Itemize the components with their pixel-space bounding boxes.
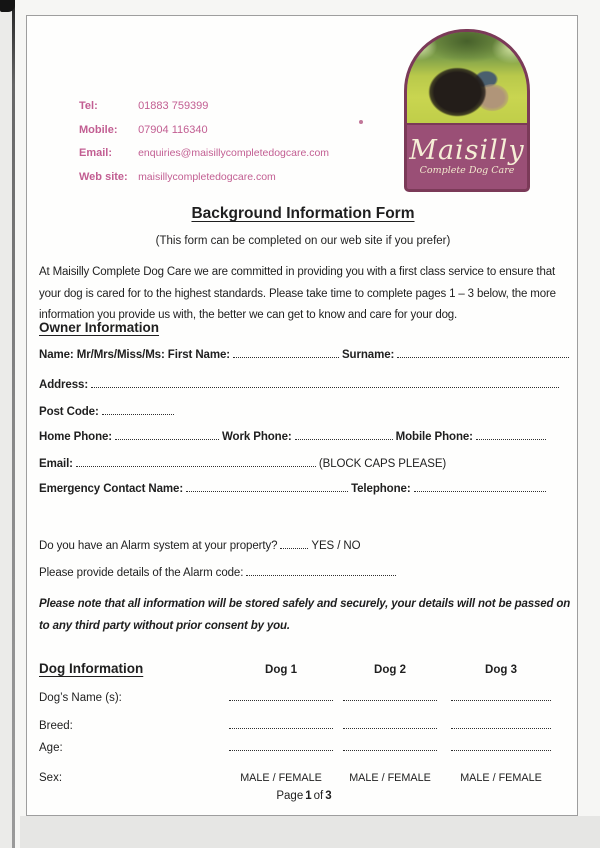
dog-breed-label: Breed: <box>39 720 73 732</box>
address-field <box>91 379 559 388</box>
dog2-breed-field <box>343 720 437 729</box>
alarm-question-row <box>39 540 573 552</box>
privacy-note: Please note that all information will be stored safely and securely, your details will not be passed on to any third party without prior consent by you. <box>39 598 571 632</box>
emergency-contact-label: Emergency Contact Name: <box>39 483 184 495</box>
footer-page-word: Page <box>276 790 304 802</box>
dog3-breed-field <box>451 720 551 729</box>
emergency-contact-field <box>186 483 348 492</box>
dog2-column-header: Dog 2 <box>374 664 406 676</box>
emergency-row <box>39 483 573 495</box>
surname-label: Surname: <box>341 349 395 361</box>
tel-value: 01883 759399 <box>138 100 209 112</box>
dog-sex-row <box>39 772 573 784</box>
dog1-breed-field <box>229 720 333 729</box>
contact-tel-row <box>79 95 329 119</box>
logo-banner <box>407 125 527 188</box>
dog3-column-header: Dog 3 <box>485 664 517 676</box>
contact-email-row <box>79 142 329 166</box>
scan-speck <box>359 120 363 124</box>
mobile-label: Mobile: <box>79 123 118 136</box>
footer-of-word: of <box>313 790 324 802</box>
dog-age-label: Age: <box>39 742 63 754</box>
page-footer <box>39 790 567 802</box>
alarm-question: Do you have an Alarm system at your property? <box>39 540 278 552</box>
alarm-code-row <box>39 567 573 579</box>
block-caps-note: (BLOCK CAPS PLEASE) <box>318 458 447 470</box>
dog-age-row <box>39 742 573 754</box>
mobile-phone-field <box>476 431 546 440</box>
intro-paragraph: At Maisilly Complete Dog Care we are committed in providing you with a first class service to ensure that your dog is cared for to the highest standards. Please take time to complete pages 1 – 3 below, the more information you provide us with, the better we can get to know and care for your dog. <box>39 266 556 321</box>
phones-row <box>39 431 573 443</box>
postcode-label: Post Code: <box>39 406 99 418</box>
contact-website-row <box>79 166 329 190</box>
scan-edge-line <box>12 0 15 848</box>
contact-info-block <box>79 95 329 189</box>
dog2-sex-value: MALE / FEMALE <box>349 772 431 784</box>
owner-section-heading: Owner Information <box>39 320 160 335</box>
work-phone-field <box>295 431 393 440</box>
alarm-code-field <box>246 567 396 576</box>
email-label: Email: <box>79 147 113 159</box>
form-title-wrap <box>39 205 567 223</box>
home-phone-label: Home Phone: <box>39 431 113 443</box>
work-phone-label: Work Phone: <box>222 431 292 443</box>
dog2-name-field <box>343 692 437 701</box>
mobile-value: 07904 116340 <box>138 123 208 136</box>
dog1-name-field <box>229 692 333 701</box>
email-row <box>39 458 573 470</box>
logo-brand-name: Maisilly <box>409 134 525 166</box>
logo-dogs-photo <box>407 32 527 125</box>
footer-total-pages: 3 <box>325 790 332 802</box>
owner-email-field <box>76 458 316 467</box>
scanner-edge-left <box>0 0 12 848</box>
dog1-age-field <box>229 742 333 751</box>
form-title: Background Information Form <box>191 205 415 222</box>
name-row <box>39 349 573 361</box>
alarm-yes-no: YES / NO <box>311 540 361 552</box>
scanner-background-bottom <box>20 816 600 848</box>
first-name-field <box>233 349 339 358</box>
website-label: Web site: <box>79 170 128 183</box>
owner-email-label: Email: <box>39 458 73 470</box>
address-row <box>39 379 573 391</box>
email-value: enquiries@maisillycompletedogcare.com <box>138 147 330 159</box>
dog-name-row <box>39 692 573 704</box>
dog3-age-field <box>451 742 551 751</box>
dog-sex-label: Sex: <box>39 772 63 784</box>
surname-field <box>397 349 569 358</box>
alarm-code-label: Please provide details of the Alarm code: <box>39 567 244 579</box>
footer-page-number: 1 <box>305 790 312 802</box>
telephone-label: Telephone: <box>351 483 411 495</box>
dog-name-label: Dog’s Name (s): <box>39 692 122 704</box>
dog1-sex-value: MALE / FEMALE <box>240 772 322 784</box>
scanned-form-page <box>26 15 578 816</box>
dog-section-heading: Dog Information <box>39 661 144 676</box>
logo-tagline: Complete Dog Care <box>419 164 515 176</box>
dog-table-header <box>39 661 573 676</box>
postcode-row <box>39 406 573 418</box>
address-label: Address: <box>39 379 89 391</box>
home-phone-field <box>115 431 219 440</box>
dog-breed-row <box>39 720 573 732</box>
alarm-answer-field <box>280 540 308 549</box>
mobile-phone-label: Mobile Phone: <box>395 431 473 443</box>
website-value: maisillycompletedogcare.com <box>138 170 276 183</box>
dog3-name-field <box>451 692 551 701</box>
dog1-column-header: Dog 1 <box>265 664 297 676</box>
name-label: Name: Mr/Mrs/Miss/Ms: First Name: <box>39 349 230 361</box>
dog2-age-field <box>343 742 437 751</box>
postcode-field <box>102 406 174 415</box>
contact-mobile-row <box>79 119 329 143</box>
form-subtitle: (This form can be completed on our web site if you prefer) <box>155 235 451 247</box>
maisilly-logo <box>404 29 530 192</box>
telephone-field <box>414 483 546 492</box>
tel-label: Tel: <box>79 100 98 112</box>
dog3-sex-value: MALE / FEMALE <box>460 772 542 784</box>
